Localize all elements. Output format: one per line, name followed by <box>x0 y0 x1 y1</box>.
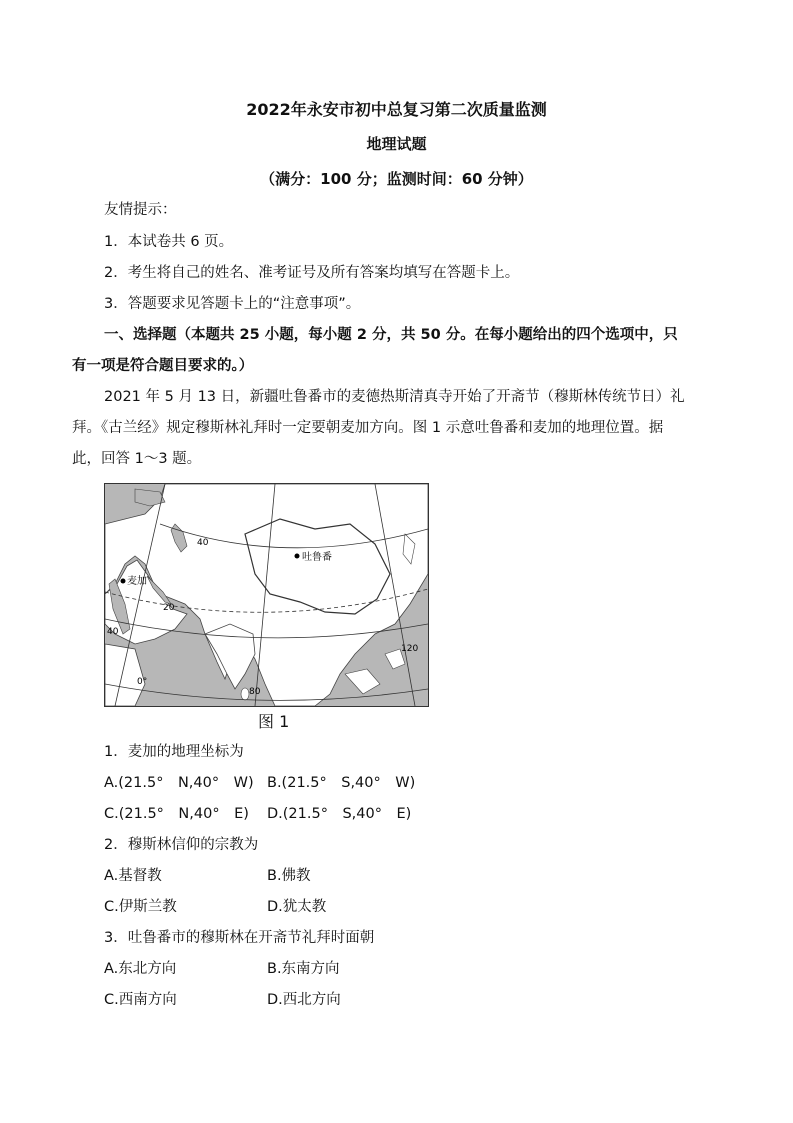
option-a[interactable]: A.东北方向 <box>104 961 177 977</box>
turpan-label: 吐鲁番 <box>302 552 332 563</box>
lon-80-label: 80 <box>249 687 261 697</box>
option-b[interactable]: B.(21.5° S,40° W) <box>267 775 416 791</box>
mecca-label: 麦加 <box>127 576 147 587</box>
section-heading: 一、选择题（本题共 25 小题，每小题 2 分，共 50 分。在每小题给出的四个选项中，只 <box>104 327 678 343</box>
passage-line: 拜。《古兰经》规定穆斯林礼拜时一定要朝麦加方向。图 1 示意吐鲁番和麦加的地理位置。据 <box>72 420 664 436</box>
notice-item: 2．考生将自己的姓名、准考证号及所有答案均填写在答题卡上。 <box>104 265 520 281</box>
lat-40-label: 40 <box>197 538 209 548</box>
question-stem: 2．穆斯林信仰的宗教为 <box>104 837 259 853</box>
section-heading-cont: 有一项是符合题目要求的。） <box>72 358 254 374</box>
exam-meta: （满分：100 分；监测时间：60 分钟） <box>260 170 533 188</box>
passage-line: 此，回答 1～3 题。 <box>72 451 202 467</box>
map-figure <box>104 483 429 707</box>
lat-0-label: 0° <box>137 677 148 687</box>
exam-title: 2022年永安市初中总复习第二次质量监测 <box>246 100 547 119</box>
option-b[interactable]: B.佛教 <box>267 868 311 884</box>
subject-title: 地理试题 <box>366 135 427 153</box>
option-d[interactable]: D.(21.5° S,40° E) <box>267 806 412 822</box>
mecca-marker <box>121 579 126 584</box>
option-d[interactable]: D.西北方向 <box>267 992 341 1008</box>
lat-20-label: 20 <box>163 603 175 613</box>
notice-item: 1．本试卷共 6 页。 <box>104 234 234 250</box>
figure-caption: 图 1 <box>258 712 290 731</box>
notice-heading: 友情提示： <box>104 202 177 218</box>
question-stem: 1．麦加的地理坐标为 <box>104 744 244 760</box>
option-a[interactable]: A.基督教 <box>104 868 162 884</box>
turpan-marker <box>295 554 300 559</box>
option-b[interactable]: B.东南方向 <box>267 961 340 977</box>
passage-line: 2021 年 5 月 13 日，新疆吐鲁番市的麦德热斯清真寺开始了开斋节（穆斯林传统节日）礼 <box>104 389 685 405</box>
notice-item: 3．答题要求见答题卡上的“注意事项”。 <box>104 296 361 312</box>
option-c[interactable]: C.伊斯兰教 <box>104 899 177 915</box>
question-stem: 3．吐鲁番市的穆斯林在开斋节礼拜时面朝 <box>104 930 375 946</box>
option-d[interactable]: D.犹太教 <box>267 899 327 915</box>
lon-40-label: 40 <box>107 627 119 637</box>
option-c[interactable]: C.(21.5° N,40° E) <box>104 806 249 822</box>
option-c[interactable]: C.西南方向 <box>104 992 177 1008</box>
lon-120-label: 120 <box>401 644 419 654</box>
map-svg <box>105 484 428 706</box>
option-a[interactable]: A.(21.5° N,40° W) <box>104 775 254 791</box>
